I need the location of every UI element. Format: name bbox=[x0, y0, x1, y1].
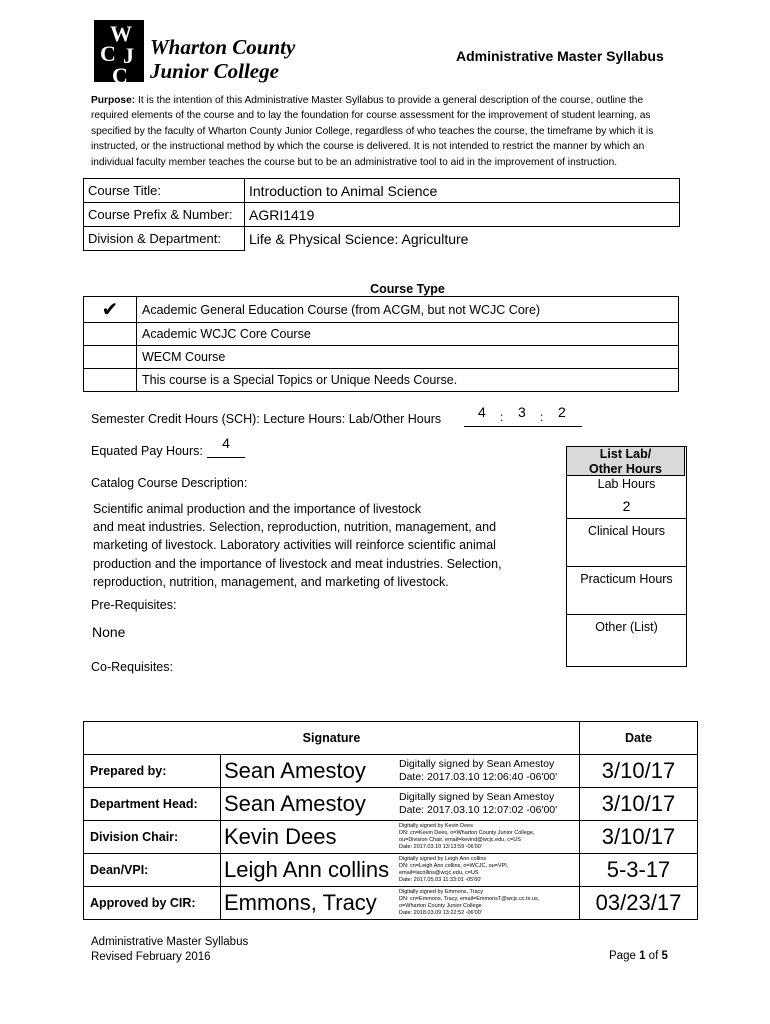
sch-value: 4 bbox=[478, 404, 486, 420]
signature-date: 3/10/17 bbox=[580, 788, 698, 821]
signer-name: Kevin Dees bbox=[221, 821, 397, 854]
digital-signature-info bbox=[396, 755, 580, 788]
digital-signature-info bbox=[396, 821, 580, 854]
signature-row bbox=[84, 854, 698, 887]
signature-date: 5-3-17 bbox=[580, 854, 698, 887]
clinical-hours-label: Clinical Hours bbox=[587, 524, 666, 538]
course-type-option bbox=[84, 346, 679, 369]
logo-letter: W bbox=[110, 21, 132, 46]
digital-signature-info bbox=[396, 788, 580, 821]
catalog-line: production and the importance of livestock and meat industries. Selection, bbox=[93, 556, 502, 571]
dsig-line: DN: cn=Emmons, Tracy, email=EmmonsT@wcjc.cc.tx.us, bbox=[399, 896, 540, 902]
dsig-line: Date: 2017.05.03 11:33:01 -05'00' bbox=[399, 877, 482, 883]
lab-hours-label: Lab Hours bbox=[597, 477, 656, 491]
option-label: Academic General Education Course (from ACGM, but not WCJC Core) bbox=[137, 297, 679, 323]
checkbox-wecm[interactable] bbox=[84, 346, 137, 369]
equated-pay-value: 4 bbox=[207, 435, 245, 458]
sch-label: Semester Credit Hours (SCH): Lecture Hours: Lab/Other Hours bbox=[91, 412, 442, 426]
catalog-line: and meat industries. Selection, reproduction, nutrition, management, and bbox=[93, 520, 497, 535]
role-label: Department Head: bbox=[84, 788, 221, 821]
dsig-line: Digitally signed by Leigh Ann collins bbox=[399, 856, 487, 862]
course-prefix-label: Course Prefix & Number: bbox=[84, 203, 245, 227]
catalog-label: Catalog Course Description: bbox=[91, 476, 248, 490]
checkbox-special-topics[interactable] bbox=[84, 369, 137, 392]
sch-separator: : bbox=[540, 410, 544, 424]
prerequisites-value: None bbox=[92, 624, 126, 640]
dsig-line: Date: 2017.03.10 12:06:40 -06'00' bbox=[399, 771, 558, 783]
signature-row bbox=[84, 755, 698, 788]
signature-row bbox=[84, 821, 698, 854]
page-current: 1 bbox=[639, 950, 646, 962]
logo-letter: C bbox=[112, 63, 128, 88]
catalog-line: Scientific animal production and the importance of livestock bbox=[93, 502, 421, 516]
signer-name: Emmons, Tracy bbox=[221, 887, 397, 920]
divider bbox=[567, 566, 686, 567]
course-type-option bbox=[84, 297, 679, 323]
dsig-line: o=Wharton County Junior College bbox=[399, 903, 482, 909]
lab-heading-line2: Other Hours bbox=[589, 462, 662, 476]
role-label: Dean/VPI: bbox=[84, 854, 221, 887]
corequisites-label: Co-Requisites: bbox=[91, 660, 173, 674]
footer-line: Revised February 2016 bbox=[91, 951, 211, 963]
signer-name: Sean Amestoy bbox=[221, 788, 397, 821]
college-logo bbox=[94, 20, 144, 88]
sch-values bbox=[464, 404, 582, 427]
signer-name: Leigh Ann collins bbox=[221, 854, 397, 887]
lab-hours-heading bbox=[566, 446, 685, 476]
course-info-table bbox=[83, 178, 680, 251]
date-header: Date bbox=[580, 722, 698, 755]
dsig-line: DN: cn=Kevin Dees, o=Wharton County Junior College, bbox=[399, 830, 535, 836]
college-name bbox=[150, 35, 295, 83]
course-type-option bbox=[84, 369, 679, 392]
dsig-line: Date: 2017.03.10 13:13:59 -06'00' bbox=[399, 844, 482, 850]
lecture-hours-value: 3 bbox=[518, 404, 526, 420]
dsig-line: Date: 2018.03.09 13:22:52 -06'00' bbox=[399, 910, 482, 916]
prerequisites-label: Pre-Requisites: bbox=[91, 598, 177, 612]
course-type-heading: Course Type bbox=[137, 281, 679, 297]
catalog-line: marketing of livestock. Laboratory activities will reinforce scientific animal bbox=[93, 538, 496, 553]
sch-separator: : bbox=[500, 410, 504, 424]
college-name-line2: Junior College bbox=[150, 59, 279, 83]
footer-info bbox=[91, 935, 248, 965]
course-title-value: Introduction to Animal Science bbox=[245, 179, 680, 203]
signature-header-row bbox=[84, 722, 698, 755]
digital-signature-info bbox=[396, 854, 580, 887]
signature-header: Signature bbox=[84, 722, 580, 755]
dsig-line: Digitally signed by Kevin Dees bbox=[399, 823, 473, 829]
page-number bbox=[609, 950, 668, 962]
purpose-text: It is the intention of this Administrative Master Syllabus to provide a general description of the course, outline the required elements of the course and to lay the foundation for course assessment for the improvement of student learning, as specified by the faculty of Wharton County Junior College, regardless of who teaches the course, the timeframe by which it is instructed, or the instructional method by which the course is delivered. It is not intended to restrict the manner by which an individual faculty member teaches the course but to be an administrative tool to aid in the improvement of instruction. bbox=[91, 95, 654, 168]
role-label: Division Chair: bbox=[84, 821, 221, 854]
signature-row bbox=[84, 788, 698, 821]
option-label: This course is a Special Topics or Unique Needs Course. bbox=[137, 369, 679, 392]
signer-name: Sean Amestoy bbox=[221, 755, 397, 788]
purpose-paragraph bbox=[91, 93, 681, 170]
divider bbox=[567, 614, 686, 615]
course-info-row bbox=[84, 203, 680, 227]
logo-letter: J bbox=[123, 43, 134, 68]
page-of: of bbox=[648, 950, 659, 962]
other-hours-label: Other (List) bbox=[595, 620, 658, 634]
course-type-option bbox=[84, 323, 679, 346]
course-prefix-value: AGRI1419 bbox=[245, 203, 680, 227]
signature-date: 3/10/17 bbox=[580, 821, 698, 854]
logo-monogram bbox=[94, 20, 144, 88]
division-label: Division & Department: bbox=[84, 227, 245, 251]
practicum-hours-label: Practicum Hours bbox=[580, 572, 673, 586]
dsig-line: Date: 2017.03.10 12:07:02 -06'00' bbox=[399, 804, 558, 816]
course-type-table bbox=[83, 281, 679, 392]
dsig-line: DN: cn=Leigh Ann collins, o=WCJC, ou=VPI, bbox=[399, 863, 509, 869]
catalog-line: reproduction, nutrition, management, and marketing of livestock. bbox=[93, 574, 449, 589]
purpose-label: Purpose: bbox=[91, 95, 136, 106]
role-label: Approved by CIR: bbox=[84, 887, 221, 920]
dsig-line: ou=Division Chair, email=kevind@wcjc.edu, c=US bbox=[399, 837, 521, 843]
option-label: WECM Course bbox=[137, 346, 679, 369]
dsig-line: email=lacollins@wcjc.edu, c=US bbox=[399, 870, 479, 876]
logo-letter: C bbox=[100, 41, 116, 66]
college-name-line1: Wharton County bbox=[150, 35, 296, 59]
option-label: Academic WCJC Core Course bbox=[137, 323, 679, 346]
dsig-line: Digitally signed by Sean Amestoy bbox=[399, 791, 555, 803]
lab-other-hours-value: 2 bbox=[558, 404, 566, 420]
course-info-row bbox=[84, 227, 680, 251]
dsig-line: Digitally signed by Emmons, Tracy bbox=[399, 889, 484, 895]
division-value: Life & Physical Science: Agriculture bbox=[245, 227, 680, 251]
course-title-label: Course Title: bbox=[84, 179, 245, 203]
dsig-line: Digitally signed by Sean Amestoy bbox=[399, 758, 555, 770]
lab-hours-value: 2 bbox=[622, 498, 631, 514]
lab-heading-line1: List Lab/ bbox=[599, 447, 652, 461]
signature-date: 03/23/17 bbox=[580, 887, 698, 920]
signature-date: 3/10/17 bbox=[580, 755, 698, 788]
signature-row bbox=[84, 887, 698, 920]
signature-table bbox=[83, 721, 698, 920]
checkbox-academic-general[interactable] bbox=[84, 297, 137, 323]
equated-pay-label: Equated Pay Hours: bbox=[91, 444, 203, 458]
divider bbox=[567, 518, 686, 519]
page-label: Page bbox=[609, 950, 636, 962]
checkbox-wcjc-core[interactable] bbox=[84, 323, 137, 346]
catalog-description bbox=[93, 500, 533, 591]
check-mark-icon: ✔ bbox=[101, 299, 119, 321]
course-info-row bbox=[84, 179, 680, 203]
digital-signature-info bbox=[396, 887, 580, 920]
document-title: Administrative Master Syllabus bbox=[456, 48, 664, 64]
page-total: 5 bbox=[661, 950, 668, 962]
role-label: Prepared by: bbox=[84, 755, 221, 788]
footer-line: Administrative Master Syllabus bbox=[91, 936, 249, 948]
